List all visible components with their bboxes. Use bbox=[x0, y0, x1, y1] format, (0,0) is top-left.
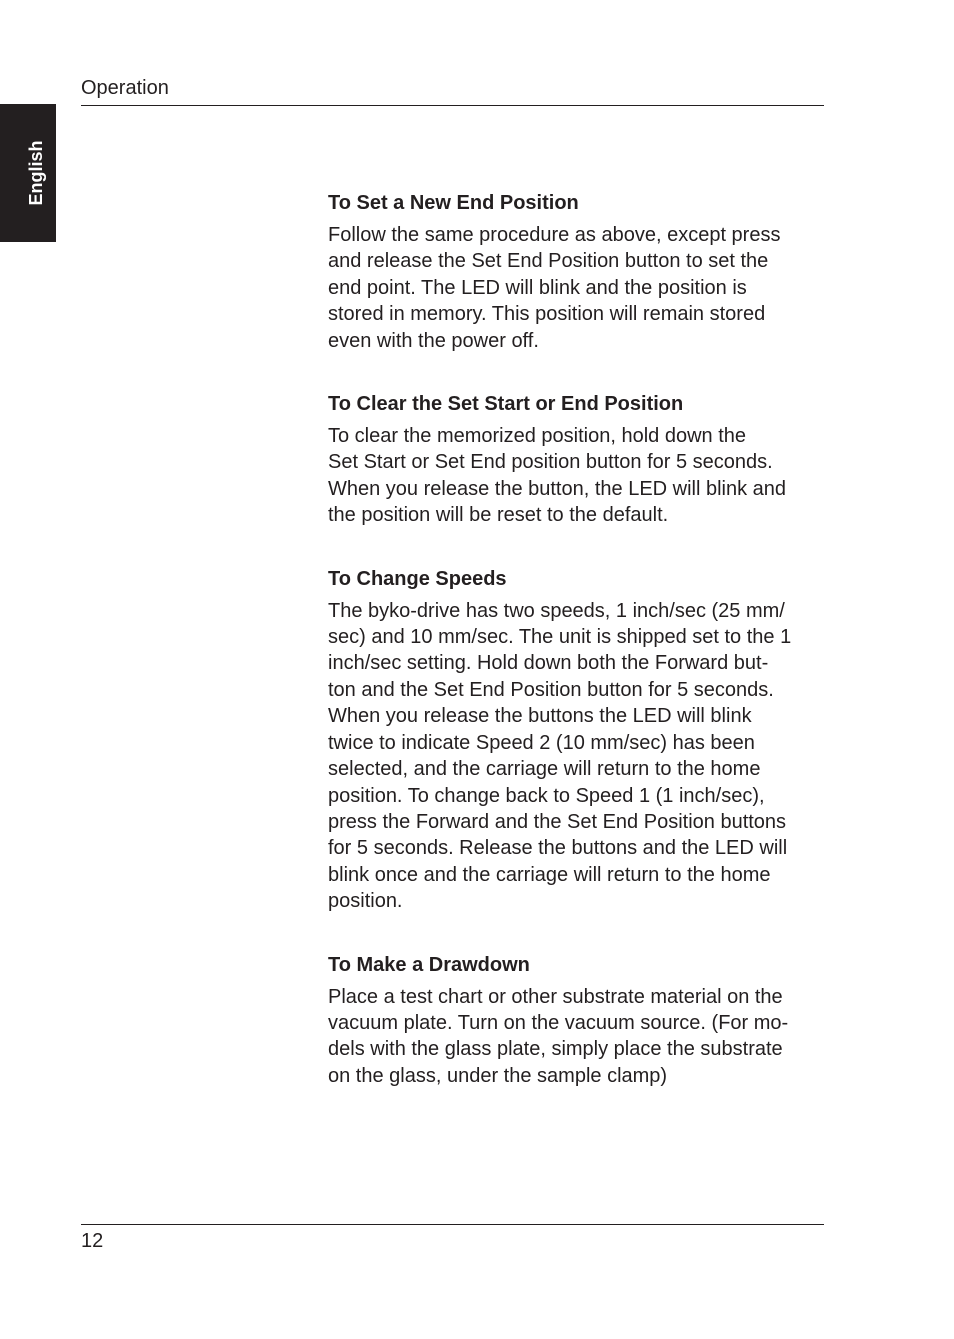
body-line: Place a test chart or other substrate material on the bbox=[328, 985, 783, 1008]
body-line: press the Forward and the Set End Position buttons bbox=[328, 810, 787, 833]
body-line: selected, and the carriage will return to the home bbox=[328, 758, 761, 781]
body-line: blink once and the carriage will return to the home bbox=[328, 863, 771, 886]
page-number: 12 bbox=[81, 1230, 104, 1252]
section-set-end-position bbox=[328, 190, 828, 354]
header-divider bbox=[81, 105, 824, 106]
body-line: When you release the buttons the LED will blink bbox=[328, 705, 752, 728]
body-line: Follow the same procedure as above, except press bbox=[328, 224, 781, 246]
body-line: stored in memory. This position will remain stored bbox=[328, 303, 766, 326]
section-heading: To Change Speeds bbox=[328, 567, 507, 590]
body-line: dels with the glass plate, simply place the substrate bbox=[328, 1038, 783, 1061]
body-line: end point. The LED will blink and the position is bbox=[328, 276, 747, 299]
body-line: vacuum plate. Turn on the vacuum source. (For mo- bbox=[328, 1011, 789, 1034]
body-line: on the glass, under the sample clamp) bbox=[328, 1064, 668, 1087]
section-body bbox=[328, 984, 828, 1090]
body-line: position. bbox=[328, 890, 403, 913]
body-line: for 5 seconds. Release the buttons and the LED will bbox=[328, 837, 788, 860]
footer-divider bbox=[81, 1224, 824, 1225]
running-header: Operation bbox=[81, 77, 169, 99]
section-body bbox=[328, 598, 828, 915]
body-line: position. To change back to Speed 1 (1 inch/sec), bbox=[328, 784, 765, 807]
section-body bbox=[328, 423, 828, 529]
body-line: The byko-drive has two speeds, 1 inch/sec (25 mm/ bbox=[328, 599, 785, 622]
body-line: and release the Set End Position button to set the bbox=[328, 250, 769, 273]
body-line: the position will be reset to the default. bbox=[328, 504, 669, 527]
body-line: sec) and 10 mm/sec. The unit is shipped set to the 1 bbox=[328, 626, 792, 649]
body-line: To clear the memorized position, hold down the bbox=[328, 425, 747, 448]
body-line: inch/sec setting. Hold down both the Forward but- bbox=[328, 652, 769, 675]
section-heading: To Make a Drawdown bbox=[328, 953, 530, 976]
section-heading: To Set a New End Position bbox=[328, 192, 579, 214]
section-make-drawdown bbox=[328, 952, 828, 1090]
body-line: Set Start or Set End position button for 5 seconds. bbox=[328, 451, 773, 474]
body-line: ton and the Set End Position button for 5 seconds. bbox=[328, 678, 774, 701]
section-body bbox=[328, 222, 828, 354]
body-line: twice to indicate Speed 2 (10 mm/sec) has been bbox=[328, 731, 755, 754]
main-content bbox=[328, 190, 828, 1126]
section-change-speeds bbox=[328, 566, 828, 915]
body-line: even with the power off. bbox=[328, 329, 539, 352]
language-tab-label: English bbox=[26, 140, 46, 206]
section-clear-position bbox=[328, 391, 828, 529]
body-line: When you release the button, the LED will blink and bbox=[328, 477, 787, 500]
section-heading: To Clear the Set Start or End Position bbox=[328, 393, 684, 416]
